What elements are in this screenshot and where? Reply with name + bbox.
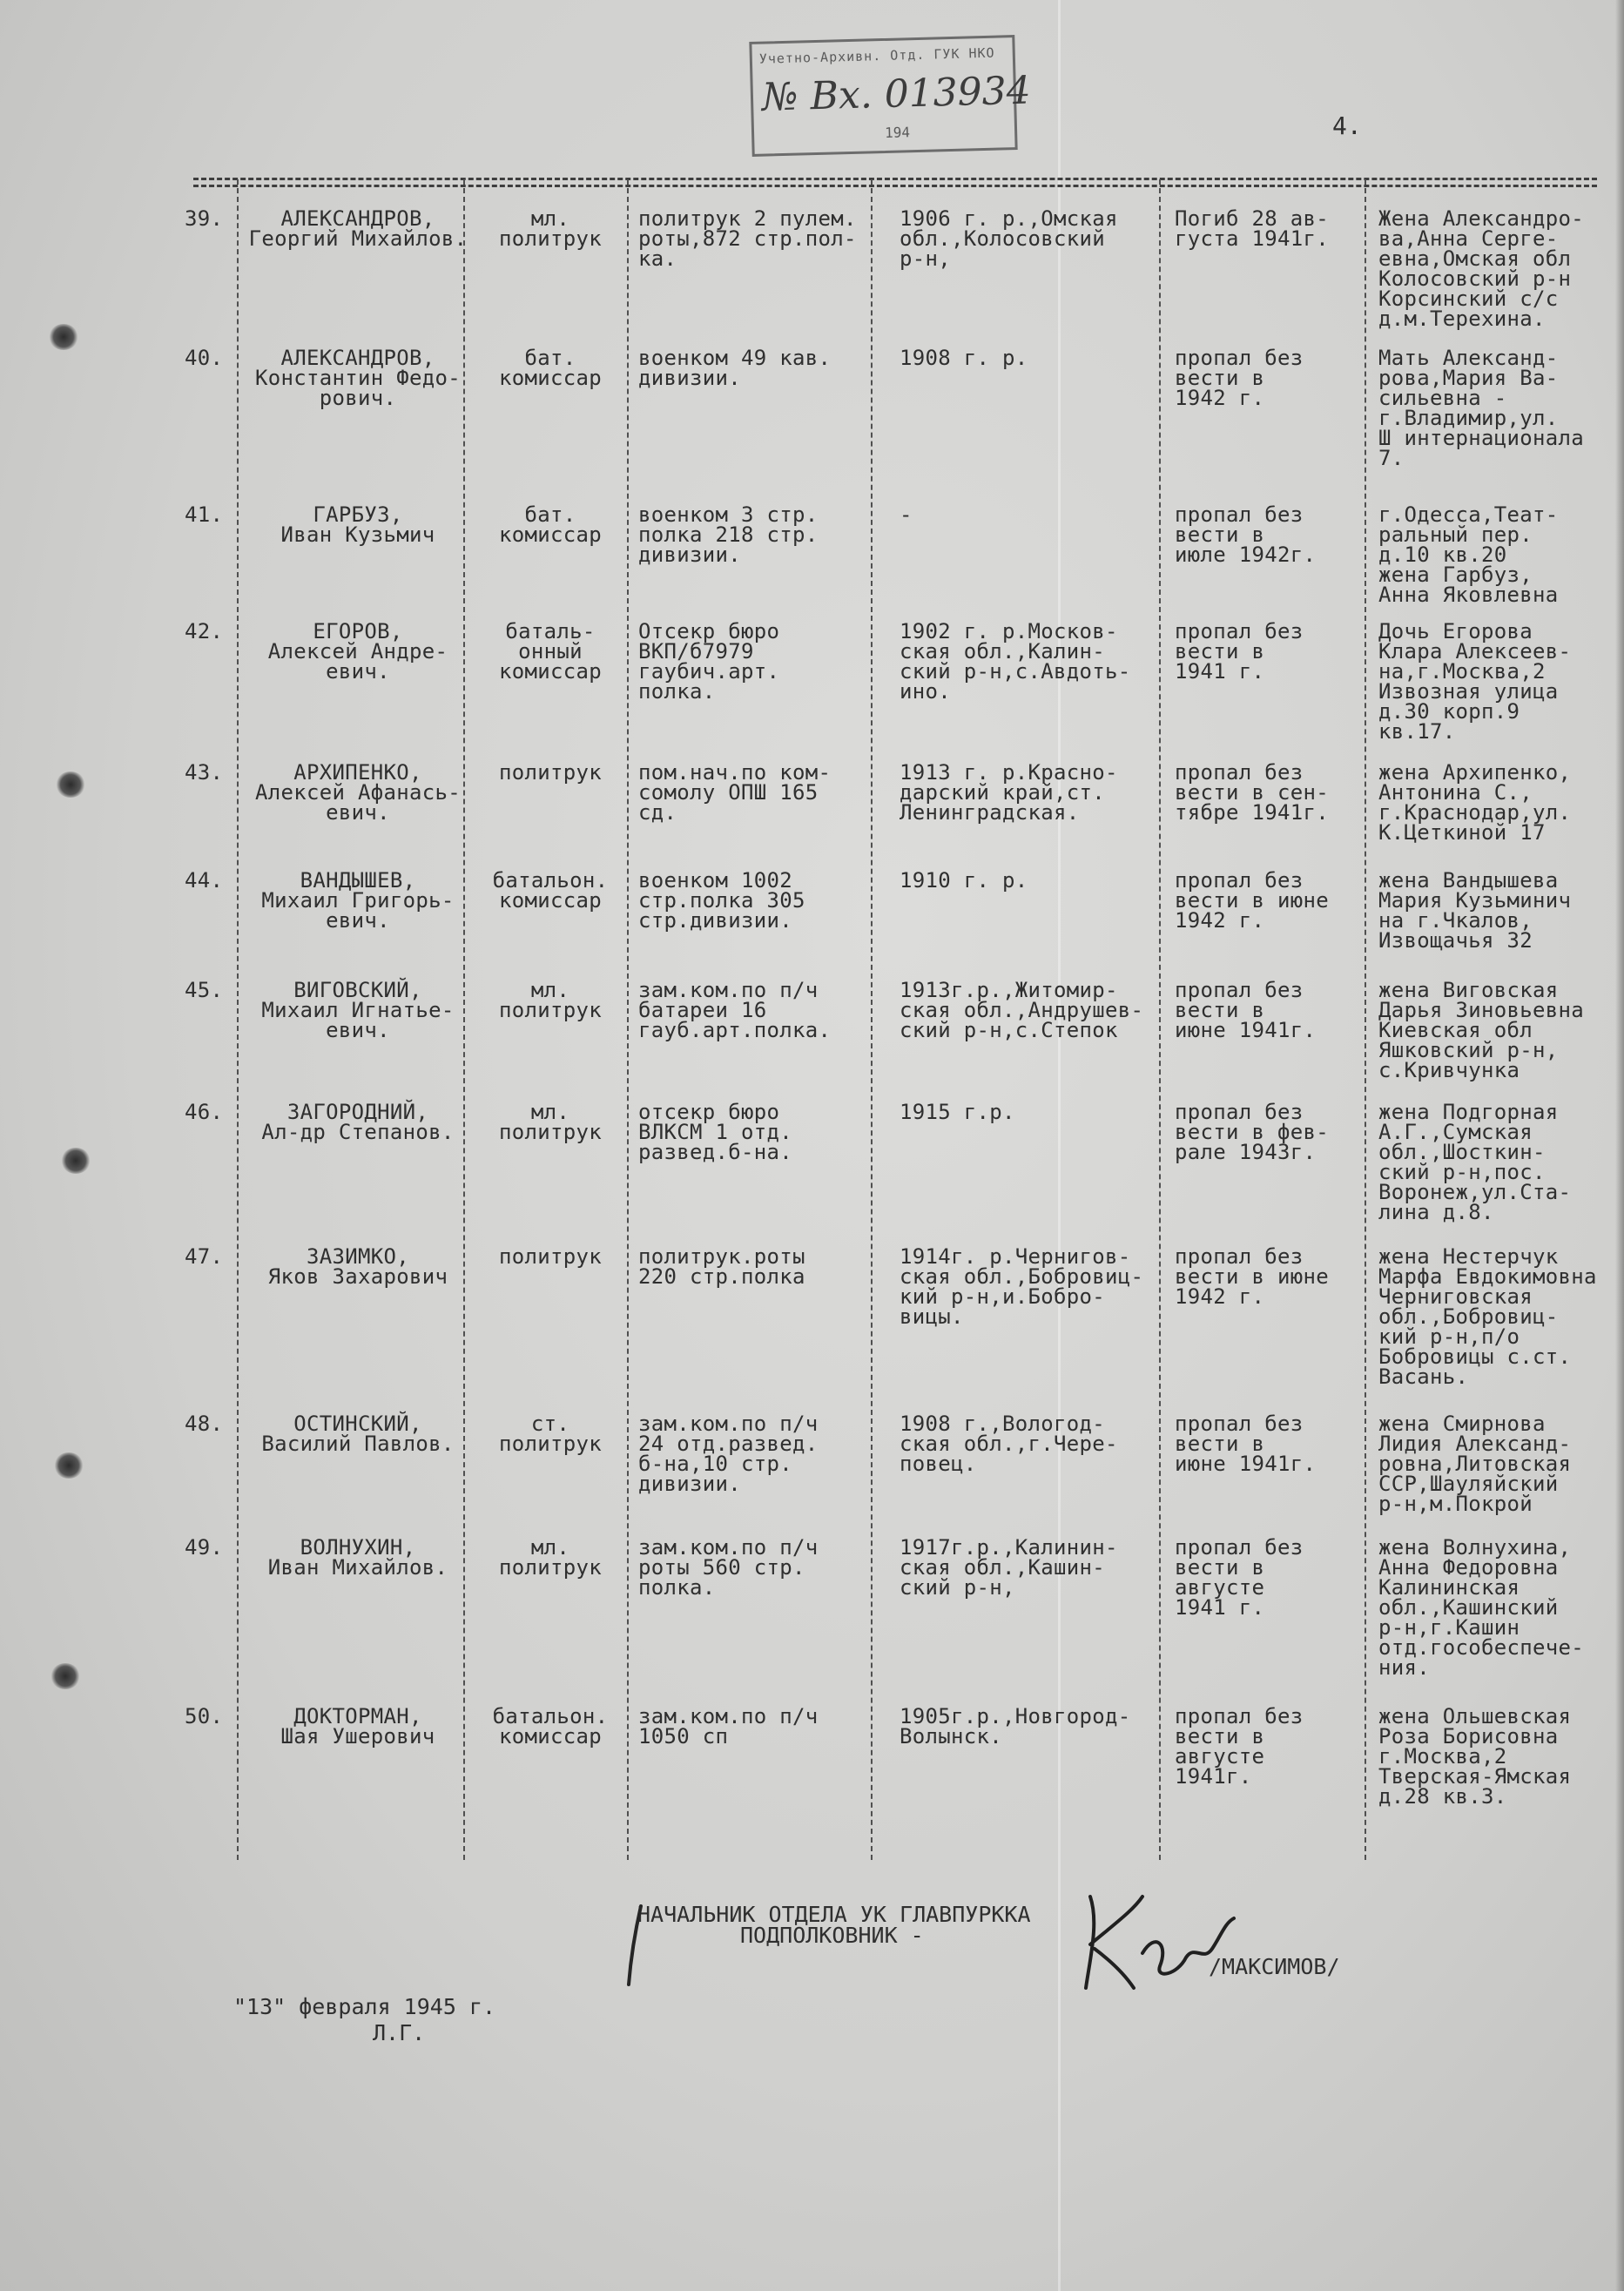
birth-info: 1914г. р.Чернигов- ская обл.,Бобровиц- кий р-н,и.Бобро- вицы. [900,1244,1144,1329]
binder-hole [61,1148,91,1174]
person-name: ВАНДЫШЕВ, Михаил Григорь- евич. [261,868,455,933]
birth-info: 1908 г.,Вологод- ская обл.,г.Чере- повец. [900,1412,1118,1476]
position: политрук.роты 220 стр.полка [638,1244,805,1289]
table-top-rule [193,185,1597,187]
person-name: ДОКТОРМАН, Шая Ушерович [280,1704,435,1749]
record-number: 40. [185,346,224,370]
record-number: 43. [185,760,224,785]
record-number: 46. [185,1100,224,1124]
position: зам.ком.по п/ч батареи 16 гауб.арт.полка. [638,978,832,1042]
relatives: жена Виговская Дарья Зиновьевна Киевская обл Яшковский р-н, с.Кривчунка [1378,978,1584,1082]
military-rank: батальон. комиссар [492,1704,609,1749]
relatives: жена Подгорная А.Г.,Сумская обл.,Шосткин- ский р-н,пос. Воронеж,ул.Ста- лина д.8. [1378,1100,1572,1224]
position: отсекр бюро ВЛКСМ 1 отд. развед.б-на. [638,1100,792,1164]
military-rank: политрук [499,1244,602,1269]
record-number: 49. [185,1535,224,1560]
birth-info: - [900,502,913,527]
person-name: ЗАГОРОДНИЙ, Ал-др Степанов. [261,1100,455,1144]
signature-title-line2: ПОДПОЛКОВНИК - [740,1923,924,1948]
relatives: Мать Александ- рова,Мария Ва- сильевна - г.Владимир,ул. Ш интернационала 7. [1378,346,1584,470]
position: политрук 2 пулем. роты,872 стр.пол- ка. [638,206,857,271]
record-number: 42. [185,619,224,644]
relatives: жена Нестерчук Марфа Евдокимовна Черниговская обл.,Бобровиц- кий р-н,п/о Бобровицы с.ст. Васань. [1378,1244,1597,1389]
table-top-rule [193,178,1597,180]
fate: пропал без вести в сен- тябре 1941г. [1175,760,1329,825]
binder-hole [56,772,85,798]
birth-info: 1908 г. р. [900,346,1028,370]
military-rank: ст. политрук [499,1412,602,1456]
position: зам.ком.по п/ч 1050 сп [638,1704,819,1749]
relatives: Жена Александро- ва,Анна Серге- евна,Омская обл Колосовский р-н Корсинский с/с д.м.Терехина. [1378,206,1584,331]
fate: пропал без вести в 1941 г. [1175,619,1304,684]
military-rank: батальон. комиссар [492,868,609,913]
stamp-year: 194 [884,124,911,141]
person-name: АЛЕКСАНДРОВ, Константин Федо- рович. [255,346,461,410]
binder-hole [49,324,78,350]
relatives: г.Одесса,Теат- ральный пер. д.10 кв.20 жена Гарбуз, Анна Яковлевна [1378,502,1559,607]
person-name: ВИГОВСКИЙ, Михаил Игнатье- евич. [261,978,455,1042]
military-rank: мл. политрук [499,1535,602,1580]
military-rank: мл. политрук [499,1100,602,1144]
person-name: ЕГОРОВ, Алексей Андре- евич. [267,619,448,684]
person-name: ОСТИНСКИЙ, Василий Павлов. [261,1412,455,1456]
military-rank: мл. политрук [499,978,602,1022]
fate: пропал без вести в августе 1941г. [1175,1704,1304,1789]
paper-edge-shadow [1615,0,1624,2291]
military-rank: мл. политрук [499,206,602,251]
column-divider [1159,179,1161,1860]
stamp-number: № Вх. 013934 [761,68,1032,120]
document-date: "13" февраля 1945 г. [233,1994,496,2019]
fate: пропал без вести в июне 1942 г. [1175,868,1329,933]
person-name: АРХИПЕНКО, Алексей Афанась- евич. [255,760,461,825]
military-rank: баталь- онный комиссар [499,619,602,684]
position: военком 49 кав. дивизии. [638,346,832,390]
typist-initials: Л.Г. [373,2020,426,2045]
person-name: ЗАЗИМКО, Яков Захарович [267,1244,448,1289]
binder-hole [54,1452,84,1479]
relatives: жена Волнухина, Анна Федоровна Калининская обл.,Кашинский р-н,г.Кашин отд.гособеспече- ния. [1378,1535,1584,1680]
military-rank: политрук [499,760,602,785]
relatives: жена Вандышева Мария Кузьминич на г.Чкалов, Извощачья 32 [1378,868,1572,953]
person-name: ВОЛНУХИН, Иван Михайлов. [267,1535,448,1580]
person-name: ГАРБУЗ, Иван Кузьмич [280,502,435,547]
fate: пропал без вести в 1942 г. [1175,346,1304,410]
record-number: 41. [185,502,224,527]
signer-name: /МАКСИМОВ/ [1209,1954,1340,1979]
fate: пропал без вести в июле 1942г. [1175,502,1317,567]
person-name: АЛЕКСАНДРОВ, Георгий Михайлов. [248,206,468,251]
position: зам.ком.по п/ч роты 560 стр. полка. [638,1535,819,1600]
fate: пропал без вести в июне 1942 г. [1175,1244,1329,1309]
record-number: 50. [185,1704,224,1728]
birth-info: 1910 г. р. [900,868,1028,893]
relatives: жена Архипенко, Антонина С., г.Краснодар,ул. К.Цеткиной 17 [1378,760,1572,845]
handwritten-mark [615,1902,650,1989]
relatives: жена Ольшевская Роза Борисовна г.Москва,2 Тверская-Ямская д.28 кв.3. [1378,1704,1572,1809]
position: военком 1002 стр.полка 305 стр.дивизии. [638,868,805,933]
relatives: жена Смирнова Лидия Александ- ровна,Литовская ССР,Шауляйский р-н,м.Покрой [1378,1412,1572,1516]
birth-info: 1913 г. р.Красно- дарский край,ст. Ленинградская. [900,760,1118,825]
position: Отсекр бюро ВКП/б7979 гаубич.арт. полка. [638,619,780,704]
position: военком 3 стр. полка 218 стр. дивизии. [638,502,819,567]
military-rank: бат. комиссар [499,346,602,390]
position: пом.нач.по ком- сомолу ОПШ 165 сд. [638,760,832,825]
fate: пропал без вести в июне 1941г. [1175,978,1317,1042]
column-divider [871,179,873,1860]
stamp-header: Учетно-Архивн. Отд. ГУК НКО [758,44,995,67]
record-number: 47. [185,1244,224,1269]
record-number: 48. [185,1412,224,1436]
birth-info: 1917г.р.,Калинин- ская обл.,Кашин- ский р-н, [900,1535,1118,1600]
signature-title-line1: НАЧАЛЬНИК ОТДЕЛА УК ГЛАВПУРККА [637,1902,1031,1927]
record-number: 44. [185,868,224,893]
binder-hole [51,1663,80,1689]
birth-info: 1902 г. р.Москов- ская обл.,Калин- ский р-н,с.Авдоть- ино. [900,619,1131,704]
position: зам.ком.по п/ч 24 отд.развед. б-на,10 стр. дивизии. [638,1412,819,1496]
birth-info: 1915 г.р. [900,1100,1015,1124]
fate: пропал без вести в июне 1941г. [1175,1412,1317,1476]
page-number: 4. [1332,111,1362,140]
birth-info: 1913г.р.,Житомир- ская обл.,Андрушев- ский р-н,с.Степок [900,978,1144,1042]
birth-info: 1906 г. р.,Омская обл.,Колосовский р-н, [900,206,1118,271]
fate: Погиб 28 ав- густа 1941г. [1175,206,1329,251]
record-number: 39. [185,206,224,231]
handwritten-signature [1073,1870,1238,2001]
column-divider [237,179,239,1860]
relatives: Дочь Егорова Клара Алексеев- на,г.Москва,2 Извозная улица д.30 корп.9 кв.17. [1378,619,1572,744]
fate: пропал без вести в фев- рале 1943г. [1175,1100,1329,1164]
record-number: 45. [185,978,224,1002]
column-divider [1365,179,1366,1860]
birth-info: 1905г.р.,Новгород- Волынск. [900,1704,1131,1749]
paper-fold [1058,0,1061,2291]
registration-stamp [749,35,1032,157]
military-rank: бат. комиссар [499,502,602,547]
fate: пропал без вести в августе 1941 г. [1175,1535,1304,1620]
